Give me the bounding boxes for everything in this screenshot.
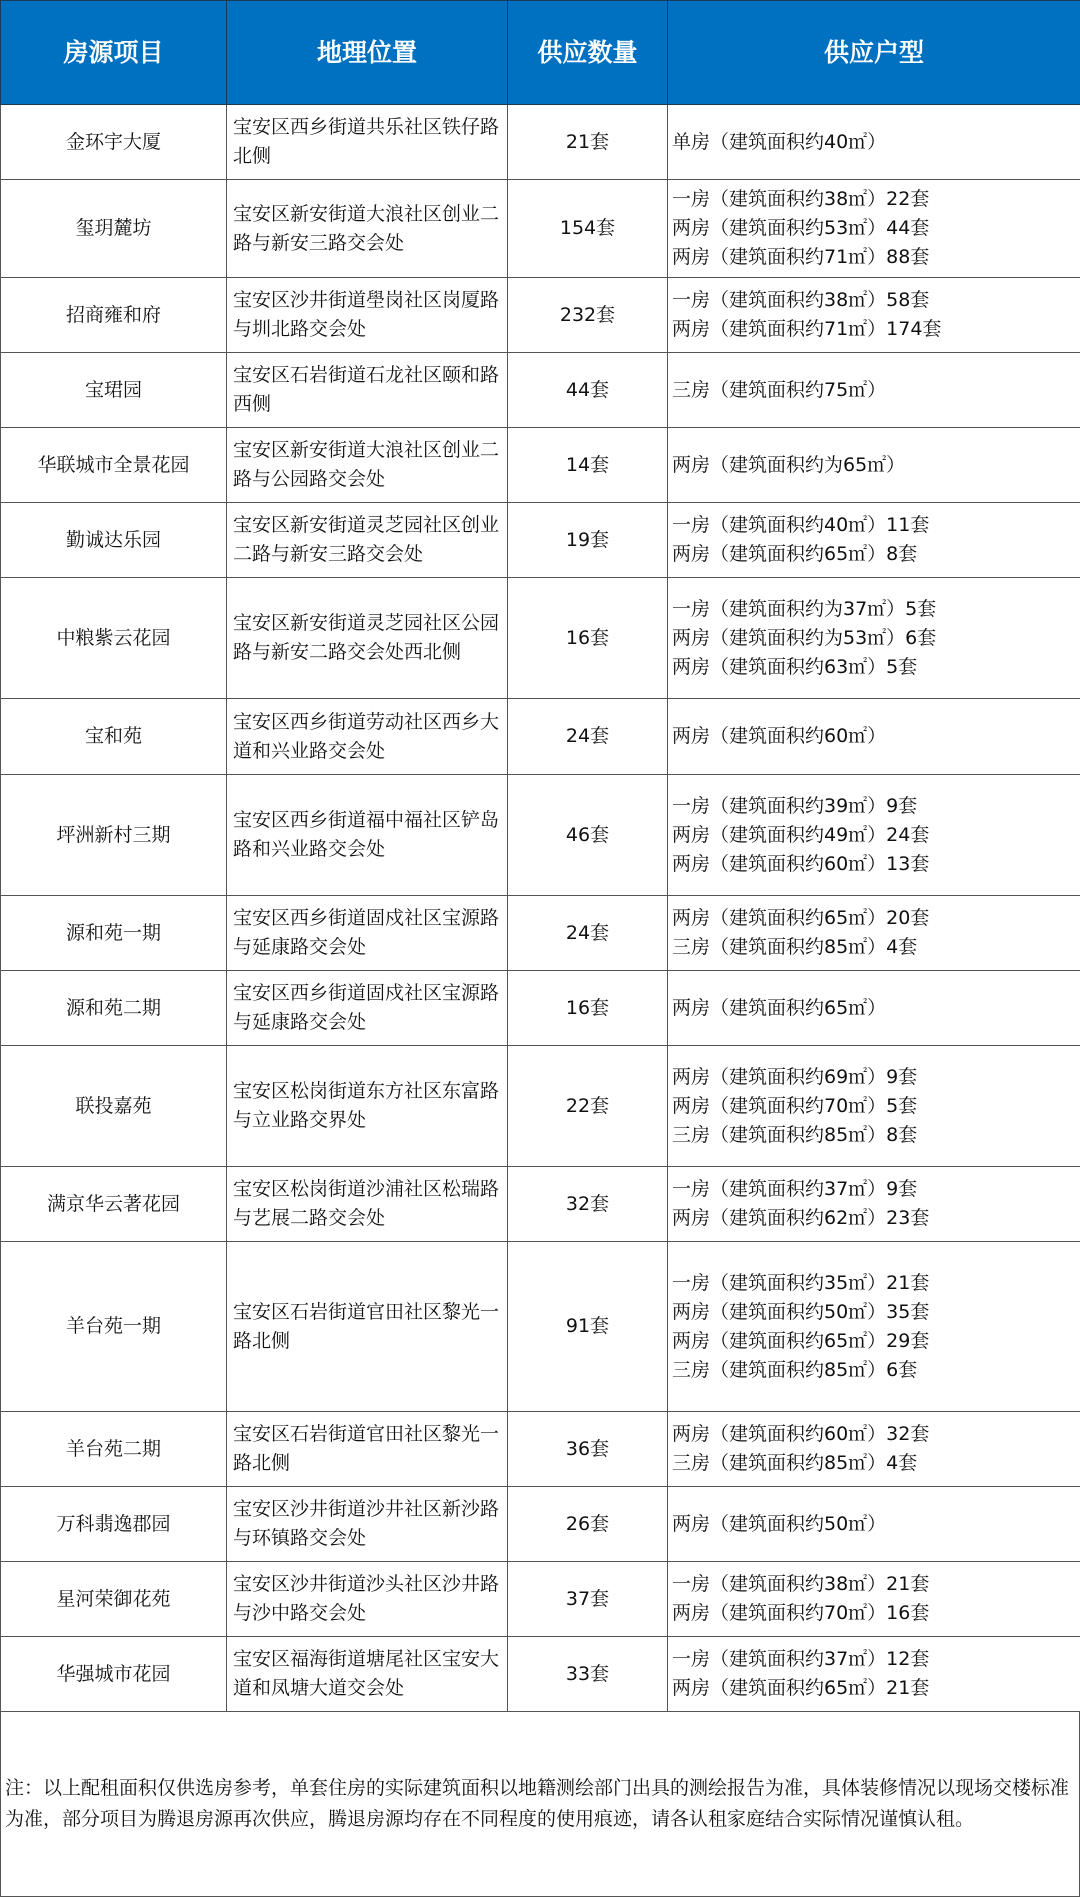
table-row [1, 503, 1080, 578]
unit-types [668, 1412, 1080, 1487]
quantity: 91套 [508, 1242, 668, 1412]
unit-type: 两房（建筑面积约53㎡）44套 [672, 214, 1080, 243]
table-row [1, 1487, 1080, 1562]
unit-type: 两房（建筑面积约71㎡）174套 [672, 315, 1080, 344]
unit-type: 一房（建筑面积约35㎡）21套 [672, 1269, 1080, 1298]
unit-types [668, 578, 1080, 699]
header-quantity: 供应数量 [508, 1, 668, 105]
table-row [1, 1242, 1080, 1412]
unit-type: 两房（建筑面积约70㎡）16套 [672, 1599, 1080, 1628]
unit-type: 两房（建筑面积约62㎡）23套 [672, 1204, 1080, 1233]
table-row [1, 1637, 1080, 1712]
location: 宝安区新安街道灵芝园社区创业二路与新安三路交会处 [227, 503, 508, 578]
project-name: 华强城市花园 [1, 1637, 227, 1712]
header-row [1, 1, 1080, 105]
unit-types [668, 1487, 1080, 1562]
project-name: 中粮紫云花园 [1, 578, 227, 699]
quantity: 32套 [508, 1167, 668, 1242]
table-row [1, 775, 1080, 896]
unit-type: 两房（建筑面积约65㎡）8套 [672, 540, 1080, 569]
unit-types [668, 1242, 1080, 1412]
quantity: 37套 [508, 1562, 668, 1637]
unit-type: 两房（建筑面积约60㎡）32套 [672, 1420, 1080, 1449]
unit-type: 一房（建筑面积约37㎡）12套 [672, 1645, 1080, 1674]
project-name: 坪洲新村三期 [1, 775, 227, 896]
quantity: 33套 [508, 1637, 668, 1712]
disclaimer-note: 注：以上配租面积仅供选房参考，单套住房的实际建筑面积以地籍测绘部门出具的测绘报告为准，具体装修情况以现场交楼标准为准，部分项目为腾退房源再次供应，腾退房源均存在不同程度的使用痕迹，请各认租家庭结合实际情况谨慎认租。 [0, 1712, 1080, 1897]
unit-types [668, 699, 1080, 775]
unit-types [668, 105, 1080, 180]
table-row [1, 353, 1080, 428]
unit-types [668, 278, 1080, 353]
project-name: 联投嘉苑 [1, 1046, 227, 1167]
unit-types [668, 1637, 1080, 1712]
unit-types [668, 428, 1080, 503]
quantity: 154套 [508, 180, 668, 278]
location: 宝安区新安街道灵芝园社区公园路与新安二路交会处西北侧 [227, 578, 508, 699]
project-name: 勤诚达乐园 [1, 503, 227, 578]
location: 宝安区石岩街道石龙社区颐和路西侧 [227, 353, 508, 428]
quantity: 46套 [508, 775, 668, 896]
unit-types [668, 1167, 1080, 1242]
unit-type: 三房（建筑面积约85㎡）4套 [672, 1449, 1080, 1478]
project-name: 招商雍和府 [1, 278, 227, 353]
unit-type: 两房（建筑面积约65㎡）29套 [672, 1327, 1080, 1356]
unit-types [668, 353, 1080, 428]
table-row [1, 971, 1080, 1046]
location: 宝安区西乡街道福中福社区铲岛路和兴业路交会处 [227, 775, 508, 896]
unit-type: 三房（建筑面积约85㎡）4套 [672, 933, 1080, 962]
location: 宝安区西乡街道共乐社区铁仔路北侧 [227, 105, 508, 180]
unit-types [668, 180, 1080, 278]
quantity: 14套 [508, 428, 668, 503]
unit-type: 三房（建筑面积约75㎡） [672, 376, 1080, 405]
location: 宝安区沙井街道沙井社区新沙路与环镇路交会处 [227, 1487, 508, 1562]
unit-type: 一房（建筑面积约38㎡）21套 [672, 1570, 1080, 1599]
table-row [1, 180, 1080, 278]
unit-type: 两房（建筑面积约63㎡）5套 [672, 653, 1080, 682]
quantity: 36套 [508, 1412, 668, 1487]
unit-types [668, 971, 1080, 1046]
project-name: 金环宇大厦 [1, 105, 227, 180]
unit-type: 两房（建筑面积约65㎡）21套 [672, 1674, 1080, 1703]
unit-type: 两房（建筑面积约为53㎡）6套 [672, 624, 1080, 653]
table-row [1, 428, 1080, 503]
quantity: 24套 [508, 699, 668, 775]
unit-type: 一房（建筑面积约37㎡）9套 [672, 1175, 1080, 1204]
unit-type: 两房（建筑面积约65㎡） [672, 994, 1080, 1023]
quantity: 16套 [508, 578, 668, 699]
unit-types [668, 896, 1080, 971]
header-location: 地理位置 [227, 1, 508, 105]
unit-types [668, 1046, 1080, 1167]
unit-type: 两房（建筑面积约60㎡） [672, 722, 1080, 751]
location: 宝安区西乡街道固戍社区宝源路与延康路交会处 [227, 971, 508, 1046]
project-name: 华联城市全景花园 [1, 428, 227, 503]
header-unit-types: 供应户型 [668, 1, 1080, 105]
location: 宝安区沙井街道壆岗社区岗厦路与圳北路交会处 [227, 278, 508, 353]
unit-type: 两房（建筑面积约50㎡）35套 [672, 1298, 1080, 1327]
project-name: 万科翡逸郡园 [1, 1487, 227, 1562]
quantity: 24套 [508, 896, 668, 971]
project-name: 玺玥麓坊 [1, 180, 227, 278]
unit-type: 两房（建筑面积约71㎡）88套 [672, 243, 1080, 272]
location: 宝安区新安街道大浪社区创业二路与公园路交会处 [227, 428, 508, 503]
quantity: 22套 [508, 1046, 668, 1167]
unit-type: 一房（建筑面积约39㎡）9套 [672, 792, 1080, 821]
unit-type: 一房（建筑面积约为37㎡）5套 [672, 595, 1080, 624]
unit-types [668, 1562, 1080, 1637]
quantity: 19套 [508, 503, 668, 578]
table-row [1, 1562, 1080, 1637]
table-row [1, 1167, 1080, 1242]
location: 宝安区西乡街道劳动社区西乡大道和兴业路交会处 [227, 699, 508, 775]
location: 宝安区新安街道大浪社区创业二路与新安三路交会处 [227, 180, 508, 278]
project-name: 羊台苑一期 [1, 1242, 227, 1412]
unit-type: 三房（建筑面积约85㎡）8套 [672, 1121, 1080, 1150]
location: 宝安区松岗街道沙浦社区松瑞路与艺展二路交会处 [227, 1167, 508, 1242]
unit-type: 两房（建筑面积约60㎡）13套 [672, 850, 1080, 879]
project-name: 满京华云著花园 [1, 1167, 227, 1242]
project-name: 宝和苑 [1, 699, 227, 775]
quantity: 26套 [508, 1487, 668, 1562]
location: 宝安区福海街道塘尾社区宝安大道和凤塘大道交会处 [227, 1637, 508, 1712]
project-name: 羊台苑二期 [1, 1412, 227, 1487]
project-name: 星河荣御花苑 [1, 1562, 227, 1637]
unit-type: 两房（建筑面积约70㎡）5套 [672, 1092, 1080, 1121]
unit-type: 三房（建筑面积约85㎡）6套 [672, 1356, 1080, 1385]
quantity: 21套 [508, 105, 668, 180]
table-row [1, 278, 1080, 353]
location: 宝安区石岩街道官田社区黎光一路北侧 [227, 1242, 508, 1412]
quantity: 44套 [508, 353, 668, 428]
table-row [1, 896, 1080, 971]
header-project: 房源项目 [1, 1, 227, 105]
location: 宝安区沙井街道沙头社区沙井路与沙中路交会处 [227, 1562, 508, 1637]
table-row [1, 1046, 1080, 1167]
table-row [1, 699, 1080, 775]
unit-type: 一房（建筑面积约38㎡）58套 [672, 286, 1080, 315]
location: 宝安区西乡街道固戍社区宝源路与延康路交会处 [227, 896, 508, 971]
table-row [1, 105, 1080, 180]
location: 宝安区松岗街道东方社区东富路与立业路交界处 [227, 1046, 508, 1167]
table-row [1, 1412, 1080, 1487]
unit-types [668, 775, 1080, 896]
unit-type: 两房（建筑面积约65㎡）20套 [672, 904, 1080, 933]
quantity: 16套 [508, 971, 668, 1046]
unit-types [668, 503, 1080, 578]
unit-type: 一房（建筑面积约38㎡）22套 [672, 185, 1080, 214]
unit-type: 两房（建筑面积约为65㎡） [672, 451, 1080, 480]
location: 宝安区石岩街道官田社区黎光一路北侧 [227, 1412, 508, 1487]
unit-type: 两房（建筑面积约50㎡） [672, 1510, 1080, 1539]
table-row [1, 578, 1080, 699]
unit-type: 一房（建筑面积约40㎡）11套 [672, 511, 1080, 540]
project-name: 源和苑一期 [1, 896, 227, 971]
unit-type: 单房（建筑面积约40㎡） [672, 128, 1080, 157]
unit-type: 两房（建筑面积约49㎡）24套 [672, 821, 1080, 850]
quantity: 232套 [508, 278, 668, 353]
unit-type: 两房（建筑面积约69㎡）9套 [672, 1063, 1080, 1092]
project-name: 源和苑二期 [1, 971, 227, 1046]
project-name: 宝珺园 [1, 353, 227, 428]
